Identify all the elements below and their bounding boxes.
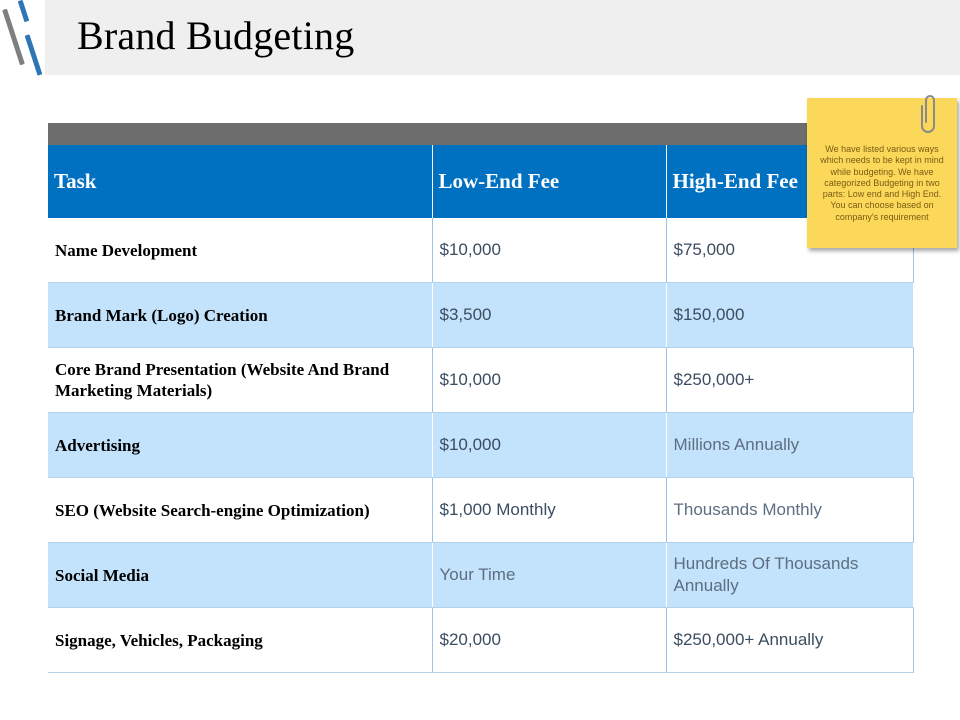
task-cell: Social Media: [48, 543, 432, 608]
table-row: [48, 543, 913, 608]
task-cell: Name Development: [48, 218, 432, 283]
sticky-note-text: We have listed various ways which needs to be kept in mind while budgeting. We have categorized Budgeting in two parts: Low end and High End. You can choose based on company's requirement: [820, 144, 944, 222]
low-fee-cell: $20,000: [432, 608, 666, 673]
high-fee-cell: $75,000: [666, 218, 913, 283]
table-top-strip: [48, 123, 913, 145]
low-fee-cell: $10,000: [432, 413, 666, 478]
high-fee-cell: Thousands Monthly: [666, 478, 913, 543]
decorative-slash-blue: [25, 34, 43, 75]
high-fee-cell: Millions Annually: [666, 413, 913, 478]
paperclip-icon: [920, 92, 940, 136]
table-row: [48, 348, 913, 413]
table-row: [48, 608, 913, 673]
high-fee-cell: $250,000+ Annually: [666, 608, 913, 673]
header-low-end-fee: Low-End Fee: [432, 145, 666, 218]
table-row: [48, 413, 913, 478]
header-high-end-fee: High-End Fee: [666, 145, 913, 218]
low-fee-cell: $3,500: [432, 283, 666, 348]
task-cell: Advertising: [48, 413, 432, 478]
decorative-slash-blue-top: [18, 0, 30, 22]
task-cell: Brand Mark (Logo) Creation: [48, 283, 432, 348]
low-fee-cell: $10,000: [432, 348, 666, 413]
decorative-slash-gray: [2, 9, 25, 66]
title-bar: [0, 0, 960, 75]
table-row: [48, 218, 913, 283]
table-header-row: [48, 145, 913, 218]
high-fee-cell: $150,000: [666, 283, 913, 348]
low-fee-cell: Your Time: [432, 543, 666, 608]
low-fee-cell: $1,000 Monthly: [432, 478, 666, 543]
task-cell: Signage, Vehicles, Packaging: [48, 608, 432, 673]
header-task: Task: [48, 145, 432, 218]
table-row: [48, 283, 913, 348]
budget-table-container: [48, 123, 913, 673]
task-cell: Core Brand Presentation (Website And Brand Marketing Materials): [48, 348, 432, 413]
task-cell: SEO (Website Search-engine Optimization): [48, 478, 432, 543]
high-fee-cell: Hundreds Of Thousands Annually: [666, 543, 913, 608]
table-row: [48, 478, 913, 543]
budget-table: [48, 145, 914, 673]
page-title: Brand Budgeting: [77, 13, 355, 58]
high-fee-cell: $250,000+: [666, 348, 913, 413]
low-fee-cell: $10,000: [432, 218, 666, 283]
